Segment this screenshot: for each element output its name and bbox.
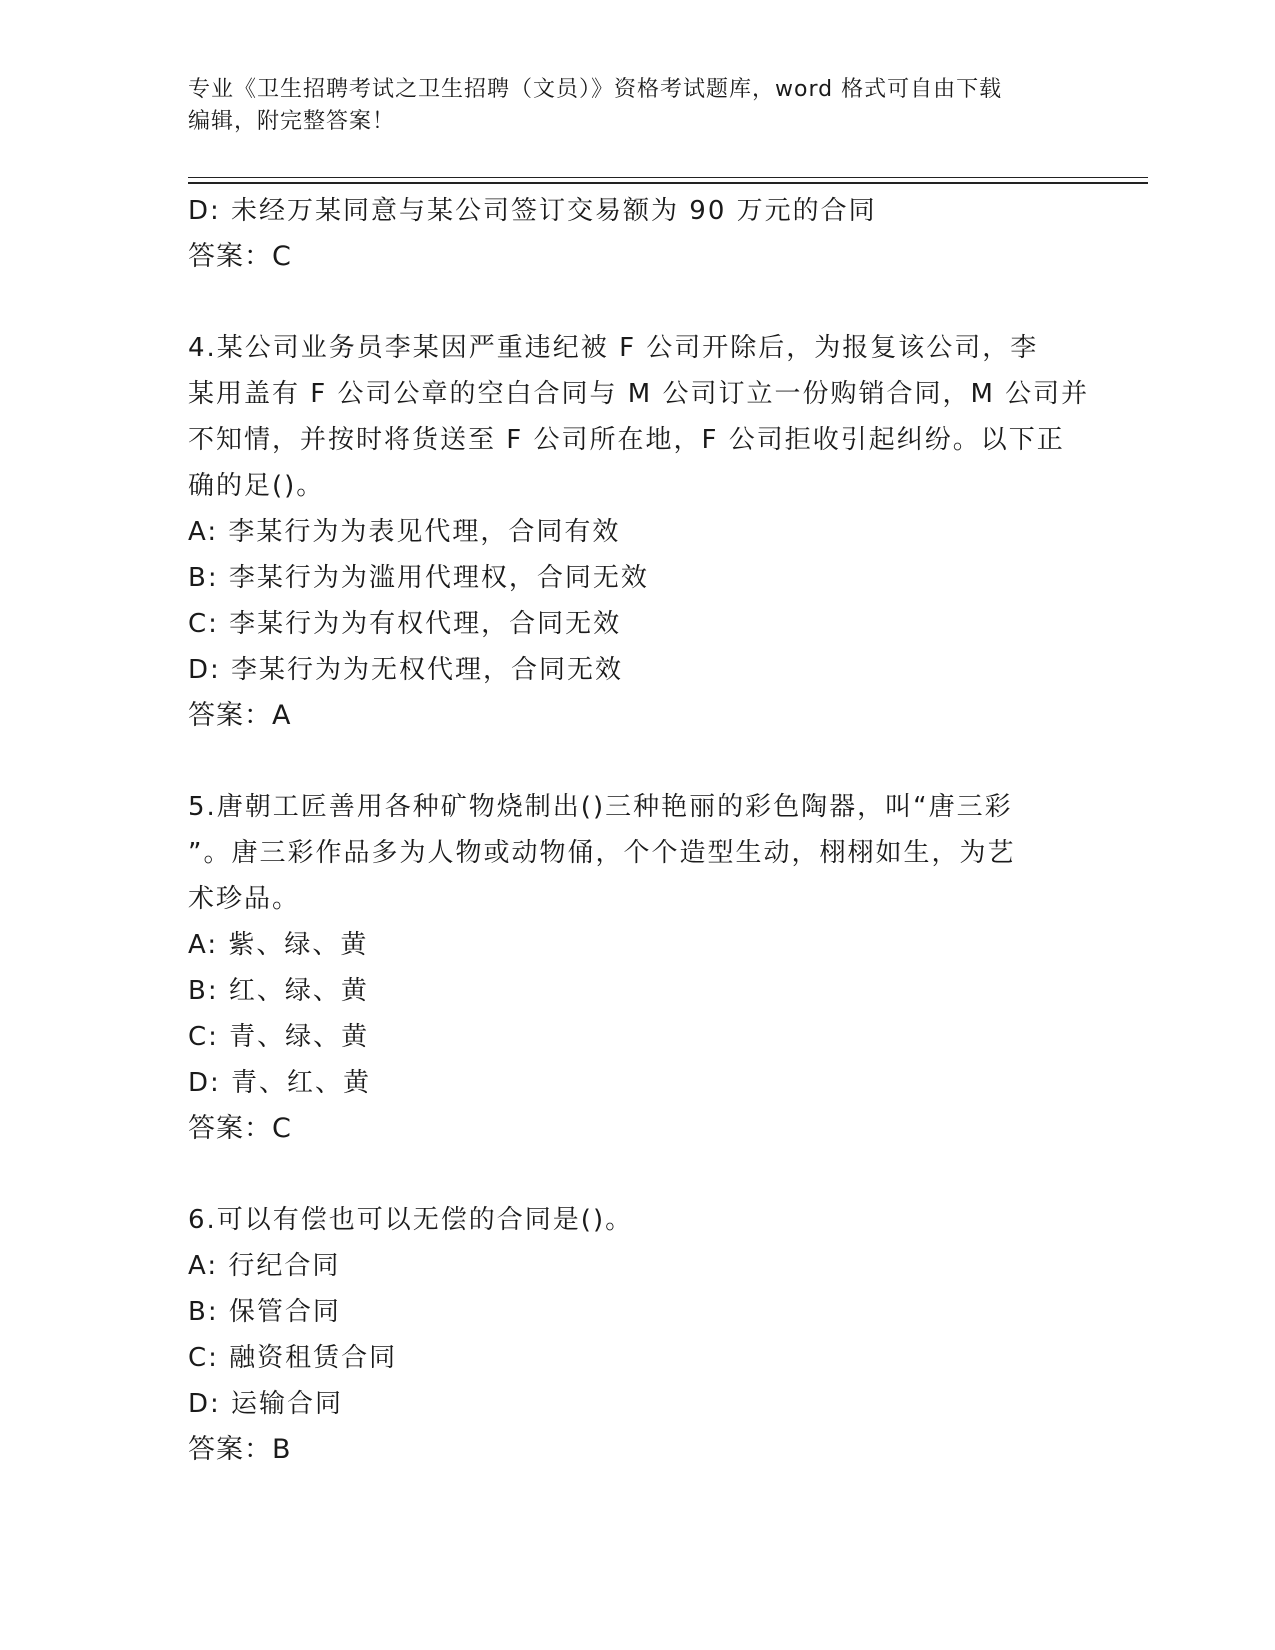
stem-line: 5.唐朝工匠善用各种矿物烧制出()三种艳丽的彩色陶器，叫“唐三彩 (188, 792, 1013, 822)
stem-line: 4.某公司业务员李某因严重违纪被 F 公司开除后，为报复该公司，李 (188, 333, 1039, 363)
question-4 (188, 325, 1088, 739)
header-divider-thin (188, 177, 1148, 178)
header-divider-thick (188, 182, 1148, 184)
answer-line: 答案：B (188, 1434, 292, 1465)
option-d: D: 青、红、黄 (188, 1068, 372, 1098)
spacer (188, 280, 1088, 325)
option-d: D: 未经万某同意与某公司签订交易额为 90 万元的合同 (188, 196, 877, 226)
stem-line: 确的足()。 (188, 471, 325, 501)
stem-line: 术珍品。 (188, 884, 301, 914)
option-c: C: 融资租赁合同 (188, 1343, 398, 1373)
question-stem (188, 784, 1088, 922)
answer-line: 答案：C (188, 1113, 292, 1144)
option-a: A: 行纪合同 (188, 1251, 341, 1281)
stem-line: 不知情，并按时将货送至 F 公司所在地，F 公司拒收引起纠纷。以下正 (188, 425, 1065, 455)
option-c: C: 李某行为为有权代理，合同无效 (188, 609, 622, 639)
option-c: C: 青、绿、黄 (188, 1022, 370, 1052)
document-header (188, 74, 1088, 138)
stem-line: ”。唐三彩作品多为人物或动物俑，个个造型生动，栩栩如生，为艺 (188, 838, 1016, 868)
spacer (188, 1152, 1088, 1197)
header-line-2: 编辑，附完整答案！ (188, 109, 396, 134)
option-b: B: 李某行为为滥用代理权，合同无效 (188, 563, 649, 593)
question-stem (188, 325, 1088, 509)
spacer (188, 739, 1088, 784)
option-a: A: 紫、绿、黄 (188, 930, 369, 960)
stem-line: 6.可以有偿也可以无偿的合同是()。 (188, 1205, 634, 1235)
option-a: A: 李某行为为表见代理，合同有效 (188, 517, 621, 547)
option-b: B: 保管合同 (188, 1297, 341, 1327)
header-line-1: 专业《卫生招聘考试之卫生招聘（文员）》资格考试题库，word 格式可自由下载 (188, 77, 1003, 102)
question-3-tail (188, 188, 1088, 280)
option-d: D: 运输合同 (188, 1389, 344, 1419)
stem-line: 某用盖有 F 公司公章的空白合同与 M 公司订立一份购销合同，M 公司并 (188, 379, 1090, 409)
answer-line: 答案：A (188, 700, 292, 731)
option-d: D: 李某行为为无权代理，合同无效 (188, 655, 624, 685)
question-5 (188, 784, 1088, 1152)
option-b: B: 红、绿、黄 (188, 976, 369, 1006)
answer-line: 答案：C (188, 241, 292, 272)
question-stem (188, 1197, 1088, 1243)
question-6 (188, 1197, 1088, 1473)
question-list (188, 188, 1088, 1473)
